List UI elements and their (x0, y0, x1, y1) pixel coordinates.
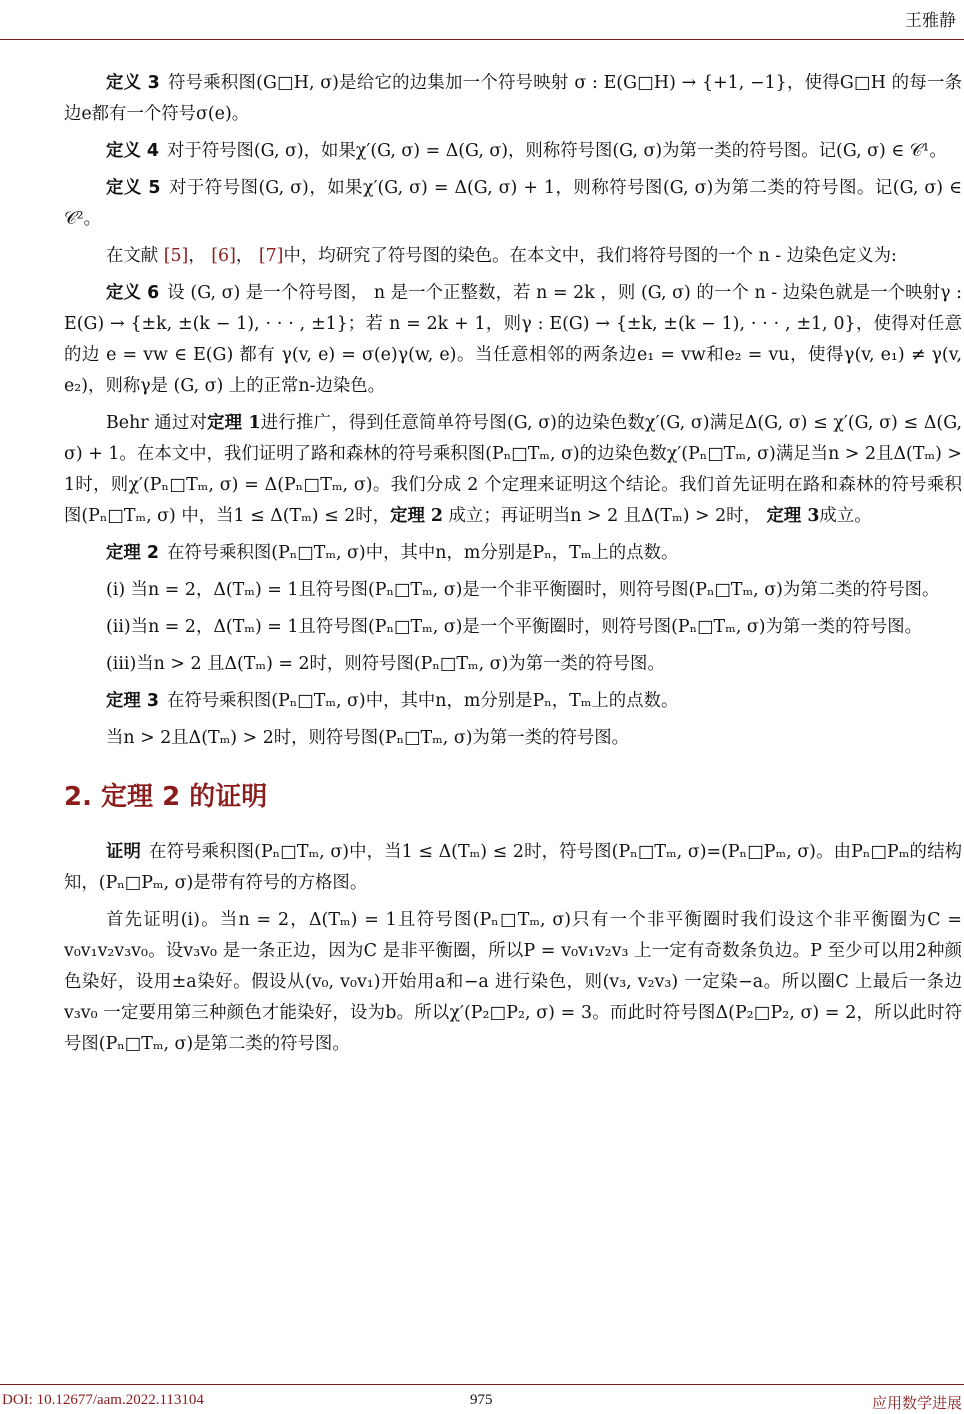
paragraph (64, 686, 962, 717)
footer-doi-link[interactable]: DOI: 10.12677/aam.2022.113104 (2, 1392, 204, 1408)
paragraph-text: 在符号乘积图(Pₙ□Tₘ, σ)中，其中n，m分别是Pₙ，Tₘ上的点数。 (166, 691, 679, 711)
paragraph-lead-label: 定理 2 (106, 543, 159, 563)
page-number: 975 (470, 1392, 493, 1408)
paragraph-text: 设 (G, σ) 是一个符号图， n 是一个正整数，若 n = 2k ，则 (G, σ) 的一个 n - 边染色就是一个映射γ : E(G) → {±k, ±(k − 1), · · · , ±1}；若 n = 2k + 1，则γ : E(G) → {±k, ±(k − 1), · · · , ±1, 0}，使得对任意的边 e = vw ∈ E(G) 都有 γ(v, e) = σ(e)γ(w, e)。当任意相邻的两条边e₁ = vw和e₂ = vu，使得γ(v, e₁) ≠ γ(v, e₂)，则称γ是 (G, σ) 上的正常n-边染色。 (64, 283, 963, 396)
paragraph (64, 136, 962, 167)
paragraph-text: 进行推广，得到任意简单符号图(G, σ)的边染色数χ′(G, σ)满足Δ(G, σ) ≤ χ′(G, σ) ≤ Δ(G, σ) + 1。在本文中，我们证明了路和森林的符号乘积图(Pₙ□Tₘ, σ)的边染色数χ′(Pₙ□Tₘ, σ)满足当n > 2且Δ(Tₘ) > 1时，则χ′(Pₙ□Tₘ, σ) = Δ(Pₙ□Tₘ, σ)。我们分成 2 个定理来证明这个结论。我们首先证明在路和森林的符号乘积图(Pₙ□Tₘ, σ) 中，当1 ≤ Δ(Tₘ) ≤ 2时， (64, 413, 962, 526)
paragraph-text: 成立。 (819, 506, 872, 526)
paragraph (64, 241, 962, 272)
citation-link[interactable]: [5] (163, 246, 189, 266)
paragraph (64, 173, 962, 235)
paragraph-text: 符号乘积图(G□H, σ)是给它的边集加一个符号映射 σ : E(G□H) → {+1, −1}，使得G□H 的每一条边e都有一个符号σ(e)。 (64, 73, 962, 124)
paragraph-lead-label: 证明 (106, 842, 142, 862)
citation-link[interactable]: [7] (258, 246, 284, 266)
paragraph (64, 408, 962, 532)
paragraph-text: (ii)当n = 2，Δ(Tₘ) = 1且符号图(Pₙ□Tₘ, σ)是一个平衡圈时，则符号图(Pₙ□Tₘ, σ)为第一类的符号图。 (106, 617, 923, 637)
header-rule (0, 39, 964, 40)
footer-rule (0, 1384, 964, 1385)
paragraph (64, 538, 962, 569)
paragraph (64, 649, 962, 680)
theorem-reference: 定理 3 (766, 506, 820, 526)
paragraph-text: 首先证明(i)。当n = 2，Δ(Tₘ) = 1且符号图(Pₙ□Tₘ, σ)只有一个非平衡圈时我们设这个非平衡圈为C = v₀v₁v₂v₃v₀。设v₃v₀ 是一条正边，因为C 是非平衡圈，所以P = v₀v₁v₂v₃ 上一定有奇数条负边。P 至少可以用2种颜色染好，设用±a染好。假设从(v₀, v₀v₁)开始用a和−a 进行染色，则(v₃, v₂v₃) 一定染−a。所以圈C 上最后一条边v₃v₀ 一定要用第三种颜色才能染好，设为b。所以χ′(P₂□P₂, σ) = 3。而此时符号图Δ(P₂□P₂, σ) = 2，所以此时符号图(Pₙ□Tₘ, σ)是第二类的符号图。 (64, 910, 962, 1054)
paragraph-lead-label: 定义 4 (106, 141, 159, 161)
paragraph-text: 中，均研究了符号图的染色。在本文中，我们将符号图的一个 n - 边染色定义为: (283, 246, 897, 266)
paragraph-text: ， (188, 246, 212, 266)
paragraph (64, 575, 962, 606)
paragraph-text: 在文献 (106, 246, 164, 266)
paragraph-lead-label: 定义 6 (106, 283, 160, 303)
paragraph-text: (i) 当n = 2，Δ(Tₘ) = 1且符号图(Pₙ□Tₘ, σ)是一个非平衡圈时，则符号图(Pₙ□Tₘ, σ)为第二类的符号图。 (106, 580, 940, 600)
paragraph (64, 905, 962, 1060)
paragraph-text: 在符号乘积图(Pₙ□Tₘ, σ)中，其中n，m分别是Pₙ，Tₘ上的点数。 (166, 543, 679, 563)
article-body (64, 68, 962, 1066)
footer-journal-name: 应用数学进展 (871, 1394, 962, 1412)
paragraph-text: 对于符号图(G, σ)，如果χ′(G, σ) = Δ(G, σ)，则称符号图(G, σ)为第一类的符号图。记(G, σ) ∈ 𝒞¹。 (166, 141, 947, 161)
paragraph-text: 对于符号图(G, σ)，如果χ′(G, σ) = Δ(G, σ) + 1，则称符号图(G, σ)为第二类的符号图。记(G, σ) ∈ 𝒞²。 (64, 178, 962, 229)
citation-link[interactable]: [6] (211, 246, 236, 266)
paragraph-lead-label: 定义 3 (106, 73, 160, 93)
section-heading: 2. 定理 2 的证明 (64, 782, 268, 812)
paragraph-text: Behr 通过对 (106, 413, 208, 433)
paragraph (64, 278, 962, 402)
header-author: 王雅静 (905, 11, 956, 31)
paragraph-text: 成立；再证明当n > 2 且Δ(Tₘ) > 2时， (443, 506, 767, 526)
paragraph (64, 612, 962, 643)
paragraph-text: ， (235, 246, 259, 266)
theorem-reference: 定理 2 (390, 506, 444, 526)
paragraph-text: (iii)当n > 2 且Δ(Tₘ) = 2时，则符号图(Pₙ□Tₘ, σ)为第一类的符号图。 (106, 654, 665, 674)
paragraph-text: 当n > 2且Δ(Tₘ) > 2时，则符号图(Pₙ□Tₘ, σ)为第一类的符号图。 (106, 728, 630, 748)
paragraph (64, 68, 962, 130)
paragraph-text: 在符号乘积图(Pₙ□Tₘ, σ)中，当1 ≤ Δ(Tₘ) ≤ 2时，符号图(Pₙ□Tₘ, σ)=(Pₙ□Pₘ, σ)。由Pₙ□Pₘ的结构知，(Pₙ□Pₘ, σ)是带有符号的方格图。 (64, 842, 962, 893)
paragraph (64, 723, 962, 754)
paragraph-lead-label: 定理 3 (106, 691, 159, 711)
paragraph (64, 837, 962, 899)
theorem-reference: 定理 1 (207, 413, 261, 433)
paragraph-lead-label: 定义 5 (106, 178, 161, 198)
